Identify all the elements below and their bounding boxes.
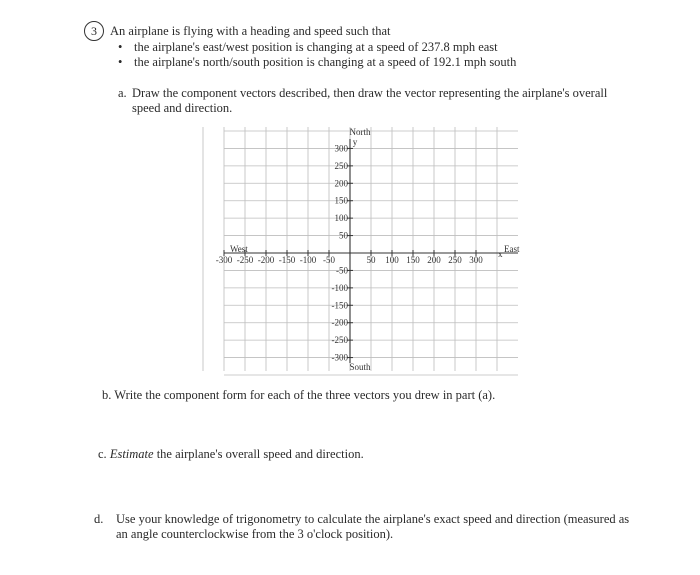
grid-lines [203,127,518,375]
part-b-letter: b. [102,388,112,402]
south-label: South [349,362,371,372]
axis-labels [230,127,520,372]
y-axis-letter: y [352,137,358,147]
east-label: East [504,244,520,254]
part-c-text: the airplane's overall speed and direction. [153,447,364,461]
x-tick-label: -200 [257,255,275,265]
y-tick-label: -250 [331,335,348,346]
x-tick-label: 300 [469,255,483,265]
y-tick-label: 300 [334,143,348,154]
x-tick-label: -150 [278,255,296,265]
part-c-emphasis: Estimate [109,447,154,461]
x-tick-label: 150 [406,255,420,265]
x-tick-label: -250 [236,255,254,265]
bullet-north-south: • the airplane's north/south position is changing at a speed of 192.1 mph south [118,55,516,70]
x-tick-label: 100 [385,255,399,265]
y-tick-label: -200 [331,317,348,328]
y-tick-label: 150 [334,195,348,206]
y-tick-label: -300 [331,352,348,363]
part-c-letter: c. [98,447,107,461]
x-tick-label: 200 [427,255,441,265]
question-intro: An airplane is flying with a heading and speed such that [110,24,391,38]
west-label: West [230,244,248,254]
part-c [98,447,364,462]
part-a-text: Draw the component vectors described, then draw the vector representing the airplane's overall speed and direction. [132,86,608,115]
part-d-letter: d. [94,512,104,526]
y-tick-label: 250 [334,160,348,171]
question-number-circle: 3 [84,21,104,41]
x-tick-label: 50 [366,255,376,265]
y-tick-label: -150 [331,300,348,311]
y-tick-label: 100 [334,213,348,224]
x-tick-label: 250 [448,255,462,265]
y-tick-label: -50 [336,265,348,276]
y-tick-label: -100 [331,282,348,293]
y-tick-label: 200 [334,178,348,189]
x-tick-label: -100 [299,255,317,265]
part-b [102,388,495,403]
part-b-text: Write the component form for each of the three vectors you drew in part (a). [114,388,496,402]
part-a-letter: a. [118,86,127,100]
bullet-east-west: • the airplane's east/west position is changing at a speed of 237.8 mph east [118,40,516,55]
part-d-text: Use your knowledge of trigonometry to calculate the airplane's exact speed and direction (measured as an angle counterclockwise from the 3 o'clock position). [116,512,630,541]
y-tick-label: 50 [339,230,348,241]
x-tick-label: -50 [323,255,335,265]
x-axis-letter: x [498,249,503,259]
x-tick-label: -300 [215,255,233,265]
north-label: North [349,127,371,137]
part-d [94,512,634,542]
